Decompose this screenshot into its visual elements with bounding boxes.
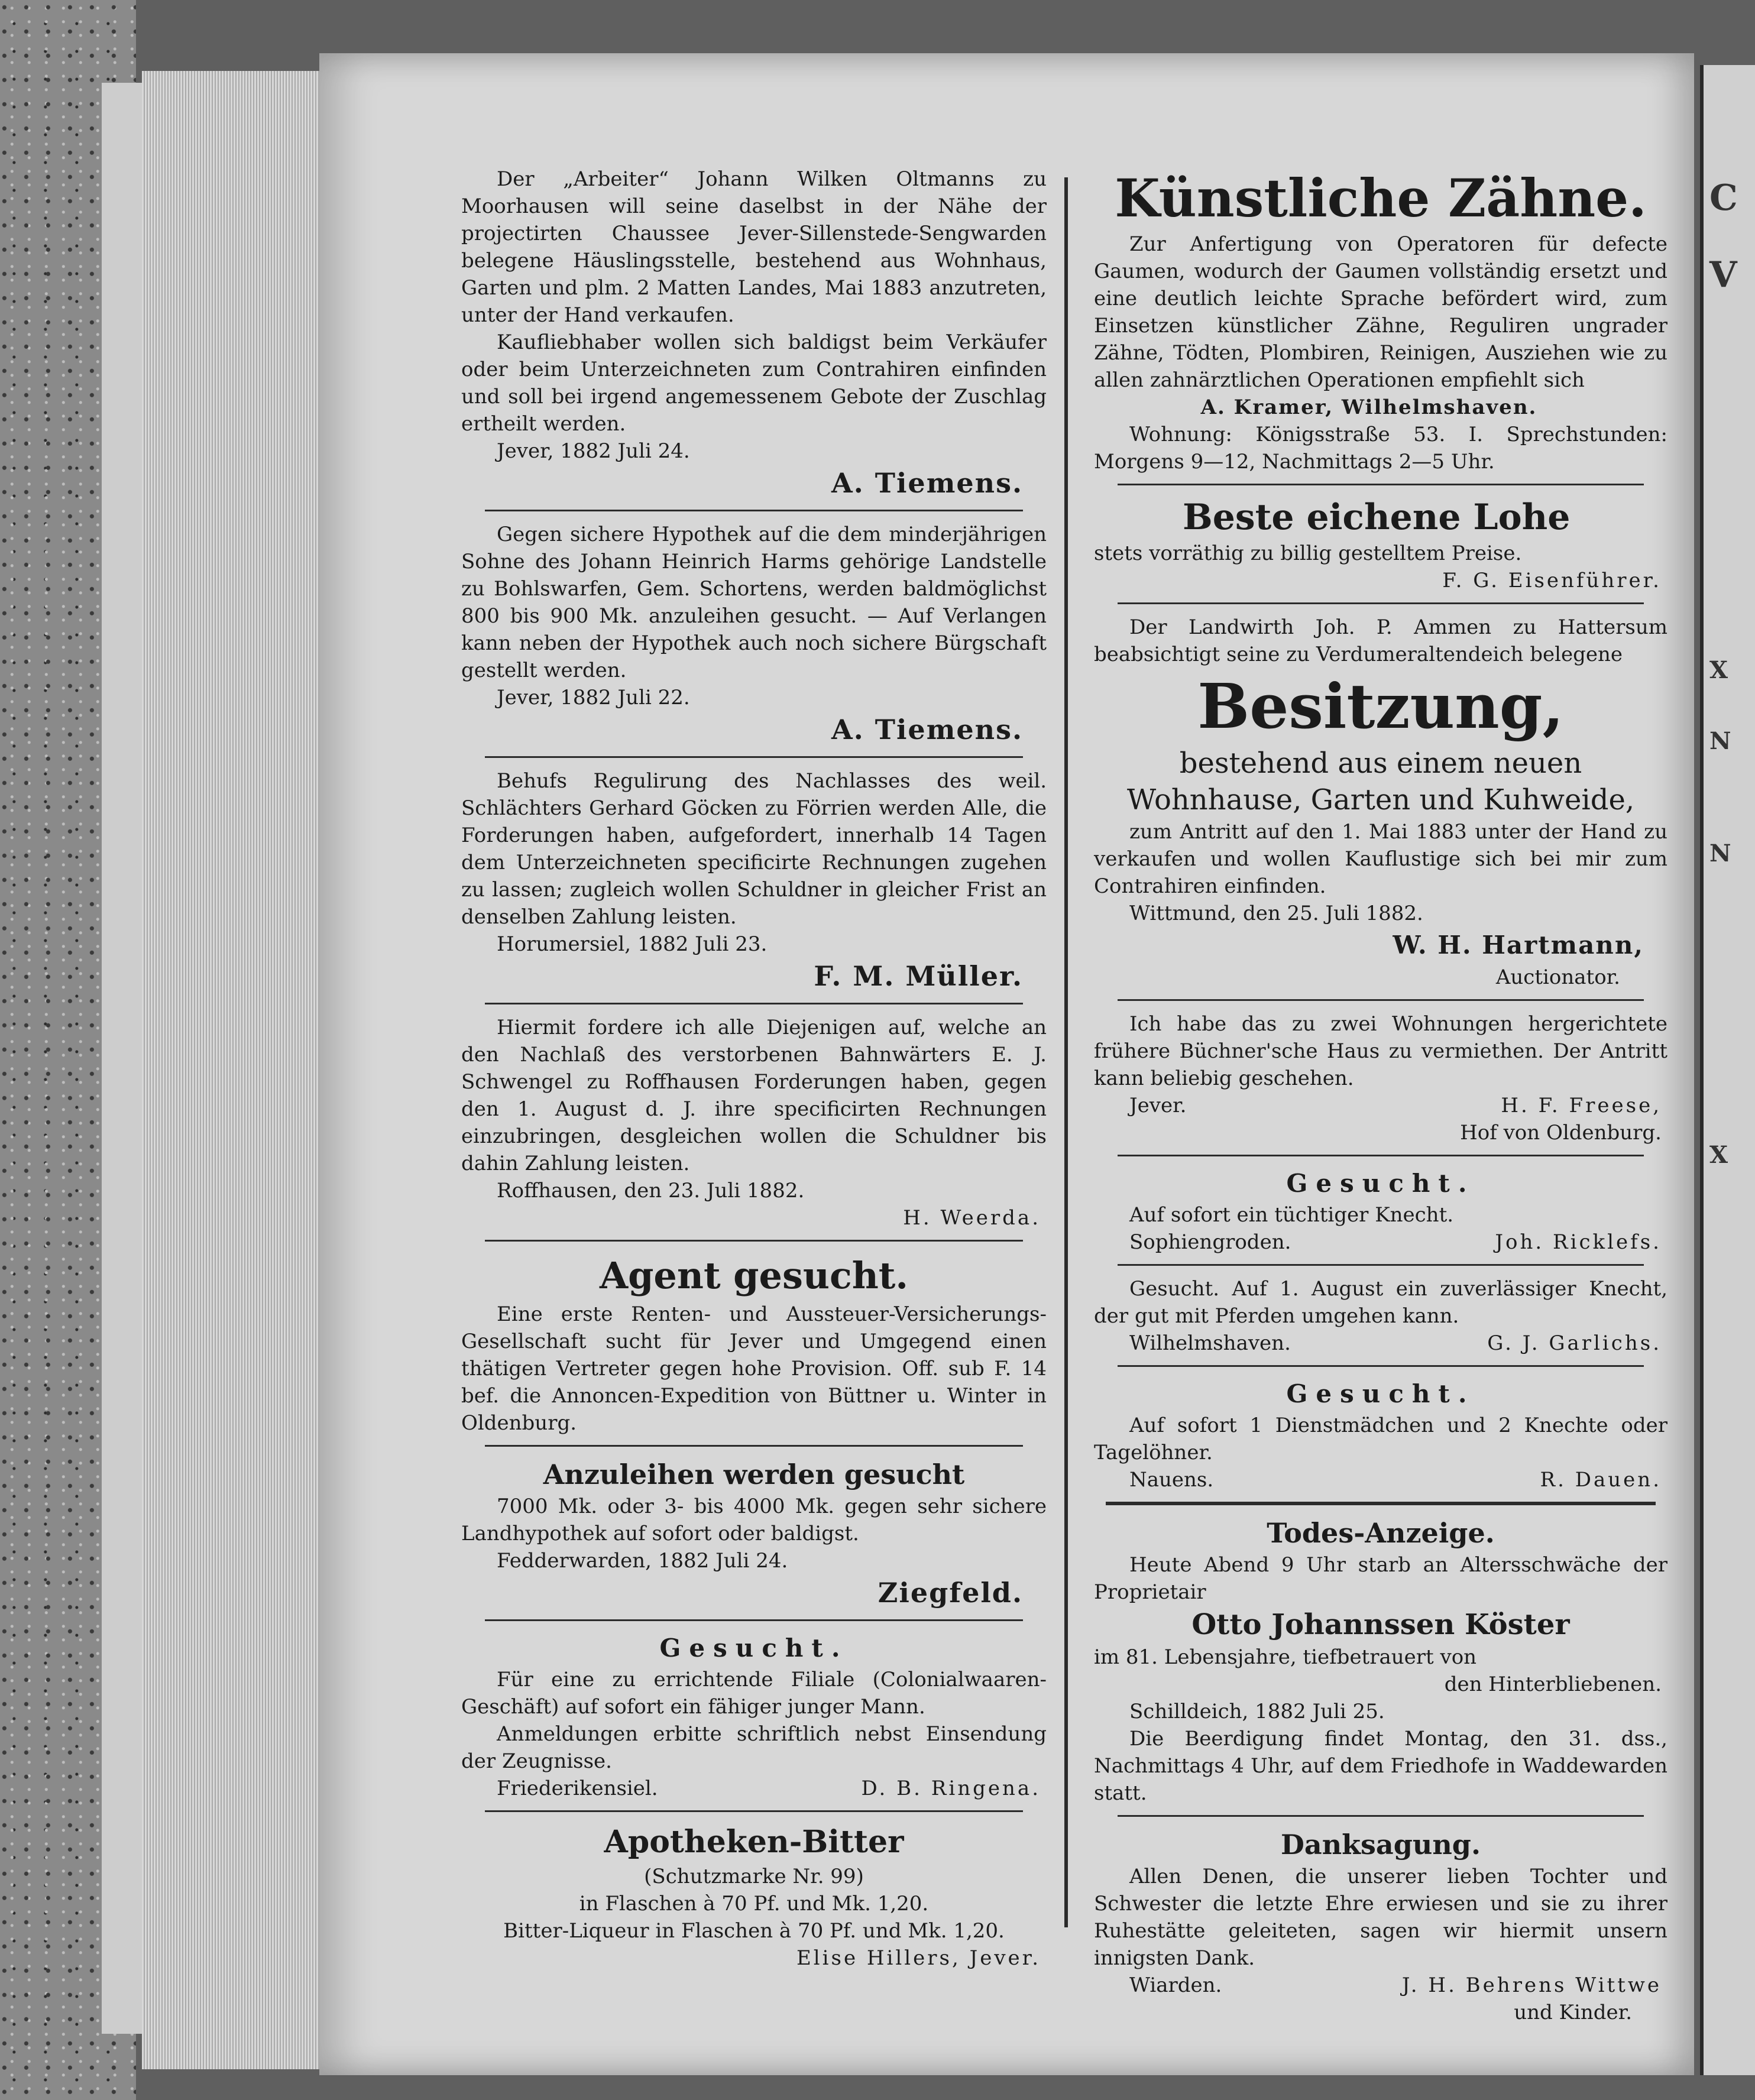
- ad-signature: A. Kramer, Wilhelmshaven.: [1200, 396, 1537, 419]
- ad-text: Für eine zu errichtende Filiale (Colonialwaaren-Geschäft) auf sofort ein fähiger junger Mann.: [461, 1668, 1047, 1719]
- ad-farmhand-wanted: [1094, 1166, 1667, 1256]
- divider: [485, 510, 1023, 511]
- ad-signature-line: [1094, 1229, 1667, 1256]
- divider: [1118, 1365, 1644, 1367]
- ad-signature: D. B. Ringena.: [861, 1777, 1041, 1800]
- ad-signature: W. H. Hartmann,: [1393, 931, 1644, 960]
- ad-text: Allen Denen, die unserer lieben Tochter und Schwester die letzte Ehre erwiesen und sie zu ihrer Ruhestätte geleiteten, sagen wir hiermit unsern innigsten Dank.: [1094, 1865, 1667, 1970]
- ad-heading: Besitzung,: [1197, 670, 1564, 743]
- ad-text: Behufs Regulirung des Nachlasses des weil. Schlächters Gerhard Göcken zu Förrien werden Alle, die Forderungen haben, aufgefordert, innerhalb 14 Tagen dem Unterzeichneten specificirte Rechnungen zugehen zu lassen; zugleich wollen Schuldner in gleicher Frist an denselben Zahlung leisten.: [461, 769, 1047, 929]
- page-edges: [142, 71, 331, 2069]
- divider: [1118, 602, 1644, 604]
- ad-text: Wohnung: Königsstraße 53. I. Sprechstunden: Morgens 9—12, Nachmittags 2—5 Uhr.: [1094, 423, 1667, 474]
- ad-text: Die Beerdigung findet Montag, den 31. dss., Nachmittags 4 Uhr, auf dem Friedhofe in Waddewarden statt.: [1094, 1727, 1667, 1805]
- ad-text: (Schutzmarke Nr. 99): [644, 1865, 864, 1888]
- ad-heading: Gesucht.: [659, 1634, 849, 1662]
- fragment-text: X: [1709, 1141, 1728, 1169]
- ad-heading: Gesucht.: [1286, 1169, 1475, 1198]
- divider: [1106, 1502, 1656, 1505]
- ad-heading: Danksagung.: [1281, 1829, 1481, 1861]
- ad-place: Nauens.: [1129, 1468, 1214, 1492]
- ad-place: Friederikensiel.: [497, 1777, 658, 1800]
- ad-death-notice: [1094, 1515, 1667, 1807]
- ad-text: Bitter-Liqueur in Flaschen à 70 Pf. und Mk. 1,20.: [503, 1919, 1005, 1943]
- divider: [1118, 1815, 1644, 1817]
- ad-artificial-teeth: [1094, 166, 1667, 475]
- ad-role: Auctionator.: [1495, 965, 1620, 989]
- ad-signature: A. Tiemens.: [831, 714, 1023, 746]
- ad-signature: H. Weerda.: [903, 1206, 1041, 1230]
- ad-estate-claims: [461, 767, 1047, 994]
- ad-signature: Hof von Oldenburg.: [1460, 1121, 1662, 1145]
- divider: [485, 1445, 1023, 1447]
- ad-text: Auf sofort 1 Dienstmädchen und 2 Knechte oder Tagelöhner.: [1094, 1414, 1667, 1464]
- ad-mortgage: [461, 521, 1047, 748]
- ad-date: Roffhausen, den 23. Juli 1882.: [497, 1179, 805, 1203]
- ad-house-rent: [1094, 1010, 1667, 1146]
- ad-signature: Joh. Ricklefs.: [1495, 1230, 1662, 1254]
- divider: [1118, 484, 1644, 485]
- deceased-name: Otto Johannssen Köster: [1191, 1608, 1570, 1641]
- ad-stablehand-wanted: [1094, 1275, 1667, 1357]
- ad-text: im 81. Lebensjahre, tiefbetrauert von: [1094, 1645, 1477, 1669]
- divider: [1118, 999, 1644, 1001]
- ad-text: Eine erste Renten- und Aussteuer-Versicherungs-Gesellschaft sucht für Jever und Umgegend einen thätigen Vertreter gegen hohe Provision. Off. sub F. 14 bef. die Annoncen-Expedition von Büttner u. Winter in Oldenburg.: [461, 1302, 1047, 1435]
- ad-subheading: bestehend aus einem neuen Wohnhause, Garten und Kuhweide,: [1126, 747, 1635, 816]
- ad-text: Hiermit fordere ich alle Diejenigen auf, welche an den Nachlaß des verstorbenen Bahnwärters E. J. Schwengel zu Roffhausen Forderungen haben, gegen den 1. August d. J. ihre specificirten Rechnungen einzubringen, desgleichen wollen die Schuldner bis dahin Zahlung leisten.: [461, 1016, 1047, 1175]
- ad-text: stets vorräthig zu billig gestelltem Preise.: [1094, 542, 1522, 565]
- ad-text: 7000 Mk. oder 3- bis 4000 Mk. gegen sehr sichere Landhypothek auf sofort oder baldigst.: [461, 1495, 1047, 1545]
- divider: [1118, 1264, 1644, 1266]
- ad-heading: Agent gesucht.: [599, 1254, 909, 1297]
- ad-signature-line: [1094, 1092, 1667, 1119]
- ad-date: Horumersiel, 1882 Juli 23.: [497, 932, 768, 956]
- ad-heading: Künstliche Zähne.: [1115, 167, 1647, 229]
- ad-signature: Elise Hillers, Jever.: [796, 1946, 1041, 1970]
- right-column: [1094, 166, 1667, 2034]
- divider: [485, 1619, 1023, 1621]
- ad-text: zum Antritt auf den 1. Mai 1883 unter der Hand zu verkaufen und wollen Kauflustige sich bei mir zum Contrahiren einfinden.: [1094, 820, 1667, 898]
- ad-date: Jever, 1882 Juli 24.: [497, 439, 690, 463]
- ad-text: Zur Anfertigung von Operatoren für defecte Gaumen, wodurch der Gaumen vollständig ersetzt und eine deutlich leichte Sprache befördert wird, zum Einsetzen künstlicher Zähne, Reguliren ungrader Zähne, Tödten, Plombiren, Reinigen, Ausziehen wie zu allen zahnärztlichen Operationen empfiehlt sich: [1094, 232, 1667, 392]
- ad-heading: Anzuleihen werden gesucht: [543, 1459, 965, 1490]
- ad-text: Gesucht. Auf 1. August ein zuverlässiger Knecht, der gut mit Pferden umgehen kann.: [1094, 1277, 1667, 1328]
- ad-signature: A. Tiemens.: [831, 467, 1023, 499]
- ad-heading: Todes-Anzeige.: [1267, 1517, 1495, 1549]
- ad-estate-notice: [461, 1014, 1047, 1232]
- ad-signature-line: [1094, 1466, 1667, 1493]
- ad-text: Der „Arbeiter“ Johann Wilken Oltmanns zu Moorhausen will seine daselbst in der Nähe der projectirten Chaussee Jever-Sillenstede-Sengwarden belegene Häuslingsstelle, bestehend aus Wohnhaus, Garten und plm. 2 Matten Landes, Mai 1883 anzutreten, unter der Hand verkaufen.: [461, 167, 1047, 327]
- ad-oak-bark: [1094, 495, 1667, 594]
- ad-text: Ich habe das zu zwei Wohnungen hergerichtete frühere Büchner'sche Haus zu vermiethen. Der Antritt kann beliebig geschehen.: [1094, 1012, 1667, 1090]
- ad-signature: Ziegfeld.: [878, 1577, 1023, 1609]
- ad-heading: Beste eichene Lohe: [1183, 497, 1571, 538]
- fragment-text: X: [1709, 656, 1728, 684]
- ad-signature-line: [1094, 1972, 1667, 1999]
- ad-signature-line: [1094, 1330, 1667, 1357]
- next-page-fragment: [1700, 65, 1755, 2075]
- ad-house-sale: [461, 166, 1047, 501]
- column-divider: [1064, 177, 1068, 1927]
- ad-place: Sophiengroden.: [1129, 1230, 1291, 1254]
- ad-bitters: [461, 1822, 1047, 1972]
- ad-signature: H. F. Freese,: [1501, 1094, 1662, 1117]
- ad-text: Kaufliebhaber wollen sich baldigst beim Verkäufer oder beim Unterzeichneten zum Contrahiren einfinden und soll bei irgend angemessenem Gebote der Zuschlag ertheilt werden.: [461, 330, 1047, 436]
- ad-clerk-wanted: [461, 1631, 1047, 1802]
- ad-signature: F. M. Müller.: [814, 960, 1023, 992]
- divider: [485, 1810, 1023, 1812]
- fragment-text: N: [1709, 727, 1731, 755]
- ad-heading: Gesucht.: [1286, 1379, 1475, 1408]
- ad-signature: G. J. Garlichs.: [1487, 1331, 1662, 1355]
- fragment-text: N: [1709, 840, 1731, 867]
- ad-loan-wanted: [461, 1456, 1047, 1611]
- fragment-text: V: [1709, 254, 1737, 296]
- ad-place: Jever.: [1129, 1094, 1187, 1117]
- ad-heading: Apotheken-Bitter: [604, 1824, 904, 1860]
- ad-maid-wanted: [1094, 1376, 1667, 1493]
- ad-date: Schilldeich, 1882 Juli 25.: [1129, 1700, 1385, 1723]
- ad-text: Auf sofort ein tüchtiger Knecht.: [1129, 1203, 1454, 1227]
- divider: [485, 1003, 1023, 1004]
- left-column: [461, 166, 1047, 1980]
- ad-signature: und Kinder.: [1514, 2001, 1632, 2024]
- divider: [485, 756, 1023, 758]
- ad-thanks: [1094, 1826, 1667, 2026]
- ad-place: Wiarden.: [1129, 1973, 1222, 1997]
- fragment-text: C: [1709, 177, 1738, 219]
- ad-text: Gegen sichere Hypothek auf die dem minderjährigen Sohne des Johann Heinrich Harms gehörige Landstelle zu Bohlswarfen, Gem. Schortens, werden baldmöglichst 800 bis 900 Mk. anzuleihen gesucht. — Auf Verlangen kann neben der Hypothek auch noch sichere Bürgschaft gestellt werden.: [461, 523, 1047, 682]
- ad-text: Der Landwirth Joh. P. Ammen zu Hattersum beabsichtigt seine zu Verdumeraltendeich belegene: [1094, 615, 1667, 666]
- ad-signature: F. G. Eisenführer.: [1442, 569, 1662, 592]
- ad-text: den Hinterbliebenen.: [1444, 1673, 1662, 1696]
- ad-property-sale: [1094, 614, 1667, 991]
- ad-signature: R. Dauen.: [1540, 1468, 1662, 1492]
- ad-agent-wanted: [461, 1251, 1047, 1437]
- ad-signature: J. H. Behrens Wittwe: [1401, 1973, 1662, 1997]
- ad-place: Wilhelmshaven.: [1129, 1331, 1291, 1355]
- ad-text: Anmeldungen erbitte schriftlich nebst Einsendung der Zeugnisse.: [461, 1722, 1047, 1773]
- divider: [1118, 1155, 1644, 1156]
- ad-date: Fedderwarden, 1882 Juli 24.: [497, 1549, 788, 1573]
- ad-text: Heute Abend 9 Uhr starb an Altersschwäche der Proprietair: [1094, 1553, 1667, 1604]
- ad-date: Wittmund, den 25. Juli 1882.: [1129, 902, 1423, 925]
- divider: [485, 1240, 1023, 1242]
- ad-signature-line: [461, 1775, 1047, 1802]
- ad-text: in Flaschen à 70 Pf. und Mk. 1,20.: [579, 1892, 929, 1916]
- ad-date: Jever, 1882 Juli 22.: [497, 686, 690, 709]
